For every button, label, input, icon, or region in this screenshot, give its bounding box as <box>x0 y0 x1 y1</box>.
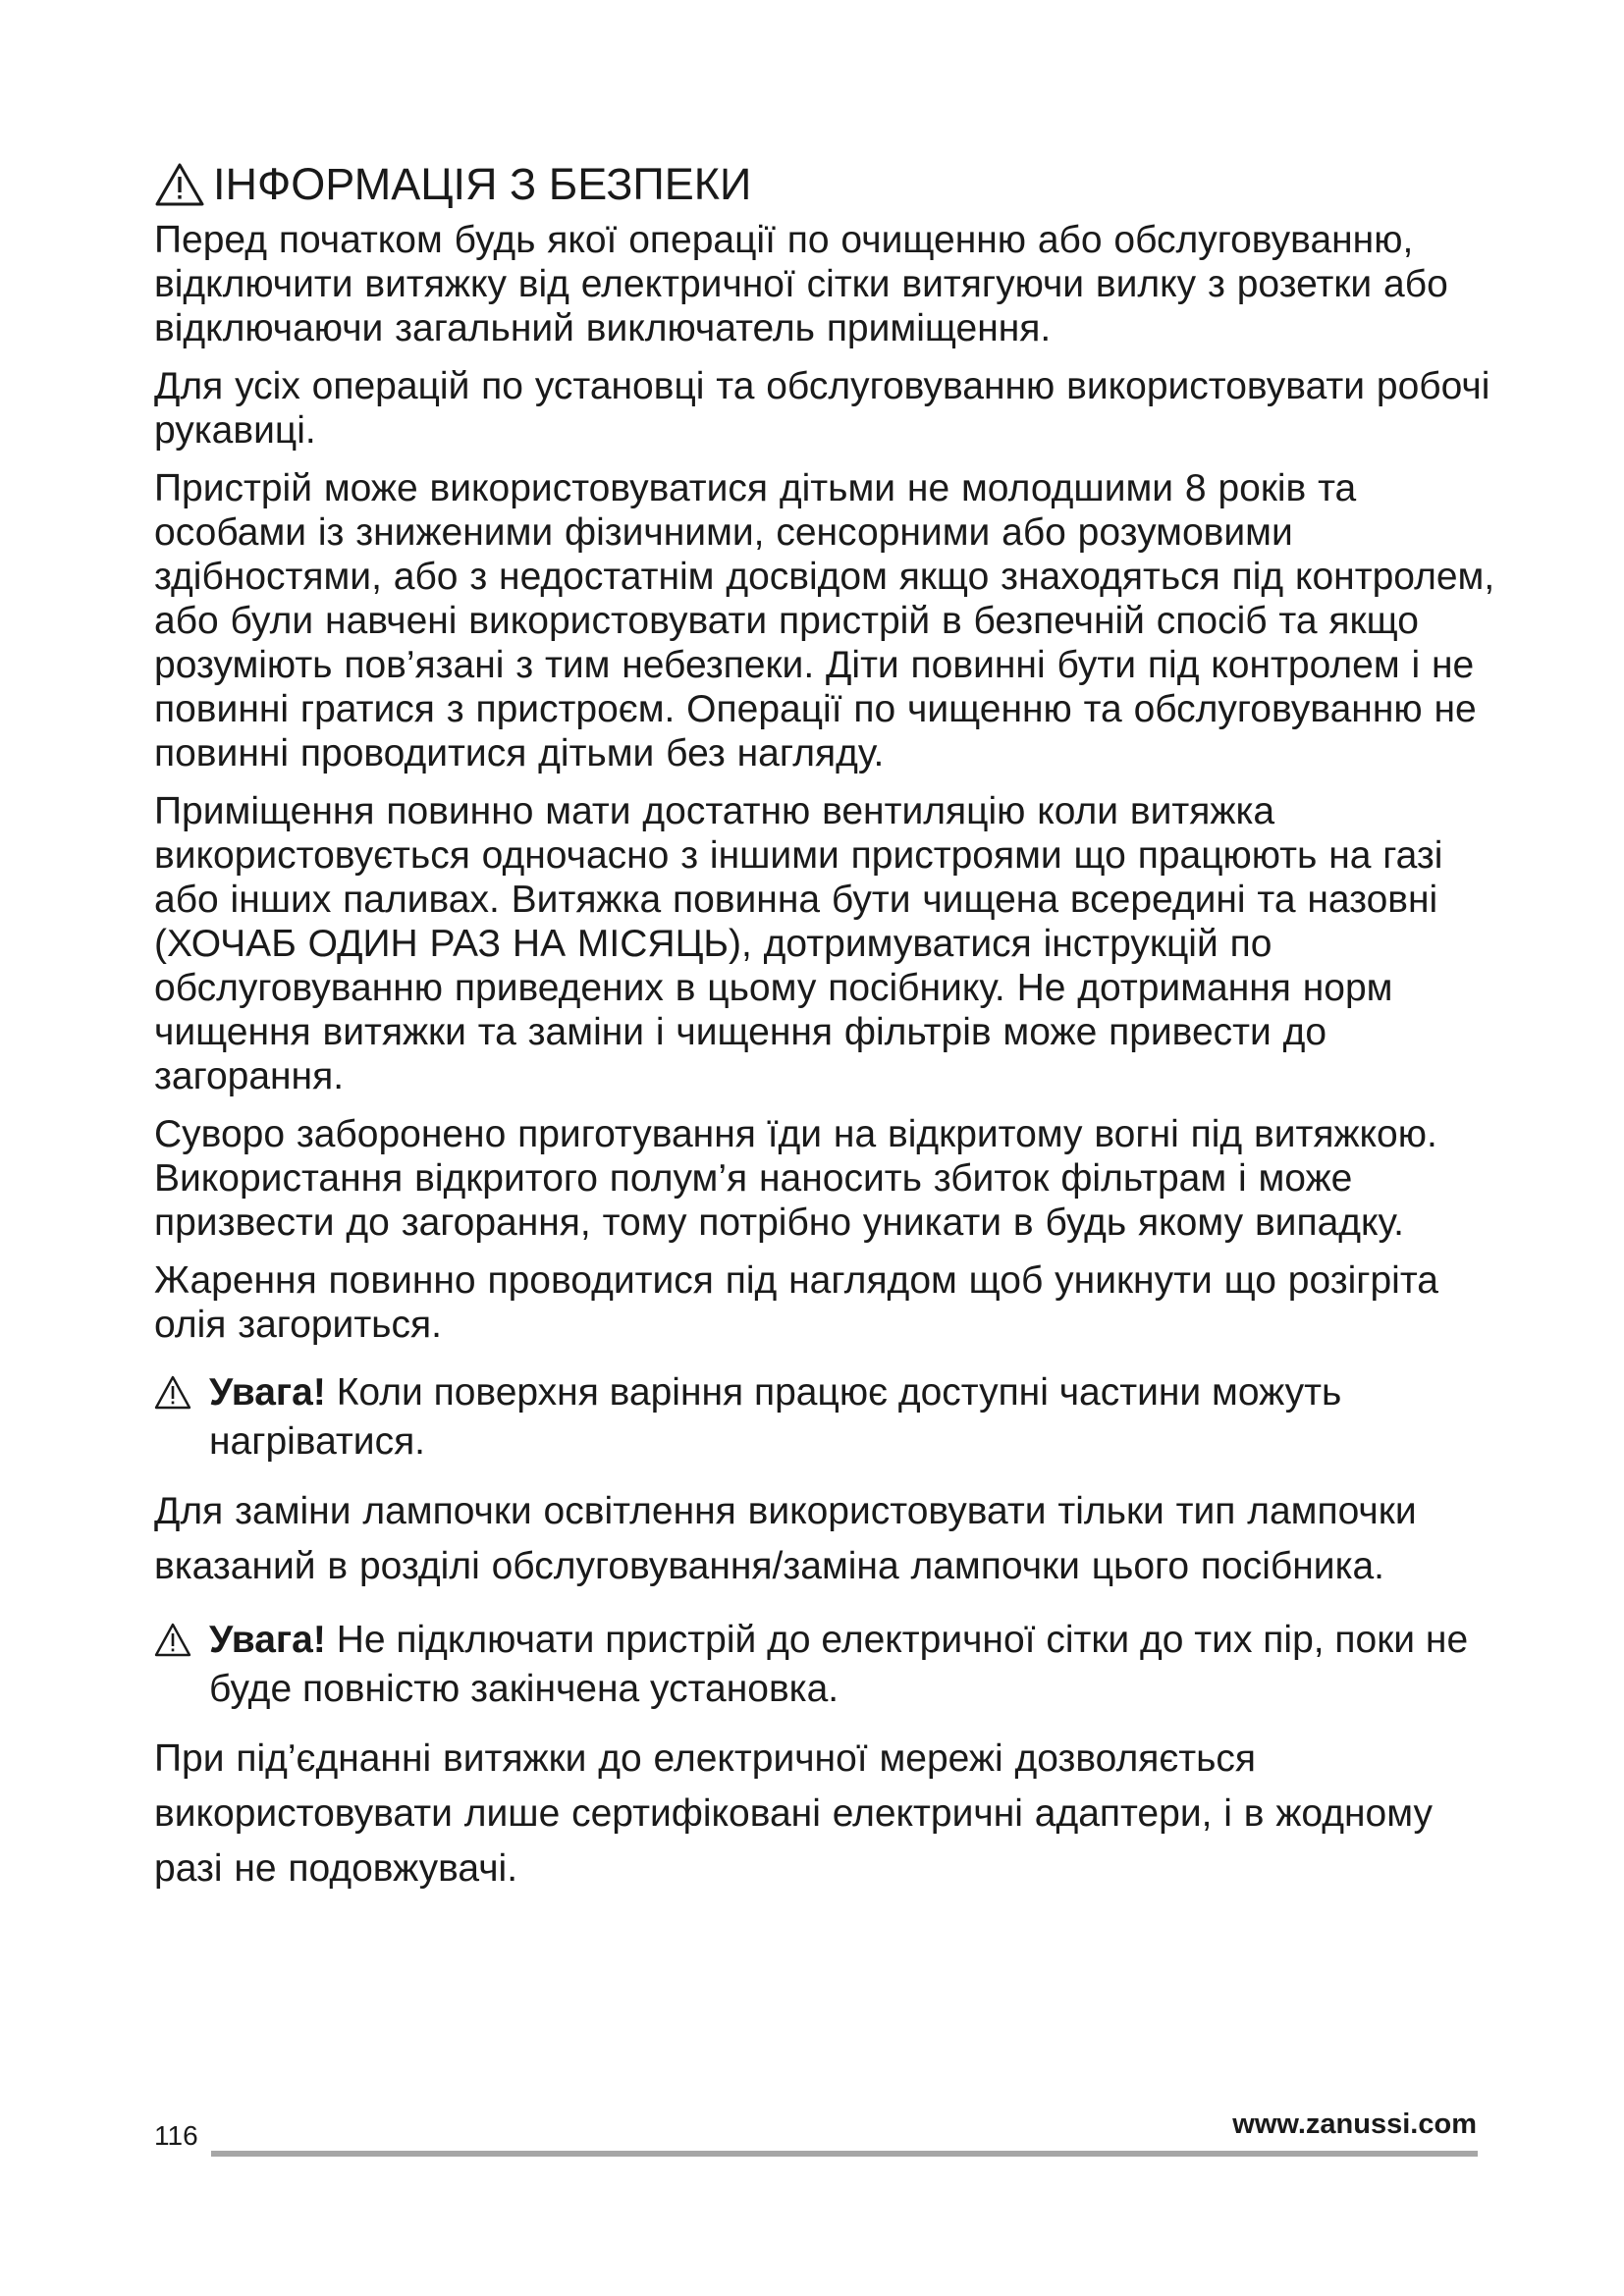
warning-triangle-icon <box>154 1375 191 1411</box>
paragraph-disconnect: Перед початком будь якої операції по очищенню або обслуговуванню, відключити витяжку від електричної сітки витягуючи вилку з розетки або відключаючи загальний виключатель приміщення. <box>154 219 1448 349</box>
paragraph-adapters: При під’єднанні витяжки до електричної мережі дозволяється використовувати лише сертифіковані електричні адаптери, і в жодному разі не подовжувачі. <box>154 1737 1433 1890</box>
warning-label: Увага! <box>209 1619 326 1661</box>
warning-text <box>209 1616 1509 1714</box>
warning-body: Коли поверхня варіння працює доступні частини можуть нагріватися. <box>209 1371 1342 1463</box>
paragraph-lamp: Для заміни лампочки освітлення використовувати тільки тип лампочки вказаний в розділі обслуговування/заміна лампочки цього посібника. <box>154 1490 1417 1587</box>
section-heading <box>154 157 1509 212</box>
paragraph-open-flame: Суворо заборонено приготування їди на відкритому вогні під витяжкою. Використання відкритого полум’я наносить збиток фільтрам і може призвести до загорання, тому потрібно уникати в будь якому випадку. <box>154 1113 1437 1244</box>
warning-text <box>209 1368 1509 1467</box>
warning-triangle-icon <box>154 162 205 207</box>
paragraph-children: Пристрій може використовуватися дітьми не молодшими 8 років та особами із зниженими фізичними, сенсорними або розумовими здібностями, або з недостатнім досвідом якщо знаходяться під контролем, або були навчені використовувати пристрій в безпечній спосіб та якщо розуміють пов’язані з тим небезпеки. Діти повинні бути під контролем і не повинні гратися з пристроєм. Операції по чищенню та обслуговуванню не повинні проводитися дітьми без нагляду. <box>154 467 1495 774</box>
paragraph-ventilation: Приміщення повинно мати достатню вентиляцію коли витяжка використовується одночасно з іншими пристроями що працюють на газі або інших паливах. Витяжка повинна бути чищена всередині та назовні (ХОЧАБ ОДИН РАЗ НА МІСЯЦЬ), дотримуватися інструкцій по обслуговуванню приведених в цьому посібнику. Не дотримання норм чищення витяжки та заміни і чищення фільтрів може привести до загорання. <box>154 790 1443 1097</box>
warning-label: Увага! <box>209 1371 326 1414</box>
content-area <box>154 157 1509 1902</box>
warning-body: Не підключати пристрій до електричної сітки до тих пір, поки не буде повністю закінчена установка. <box>209 1619 1469 1710</box>
section-title: ІНФОРМАЦІЯ З БЕЗПЕКИ <box>213 159 752 209</box>
paragraph-frying: Жарення повинно проводитися під наглядом щоб уникнути що розігріта олія загориться. <box>154 1259 1438 1346</box>
footer-divider <box>211 2151 1478 2157</box>
page-number: 116 <box>154 2120 198 2151</box>
warning-triangle-icon <box>154 1623 191 1658</box>
warning-hot-parts <box>154 1368 1509 1467</box>
paragraph-gloves: Для усіх операцій по установці та обслуговуванню використовувати робочі рукавиці. <box>154 365 1490 452</box>
footer-url: www.zanussi.com <box>1232 2109 1477 2140</box>
warning-installation <box>154 1616 1509 1714</box>
